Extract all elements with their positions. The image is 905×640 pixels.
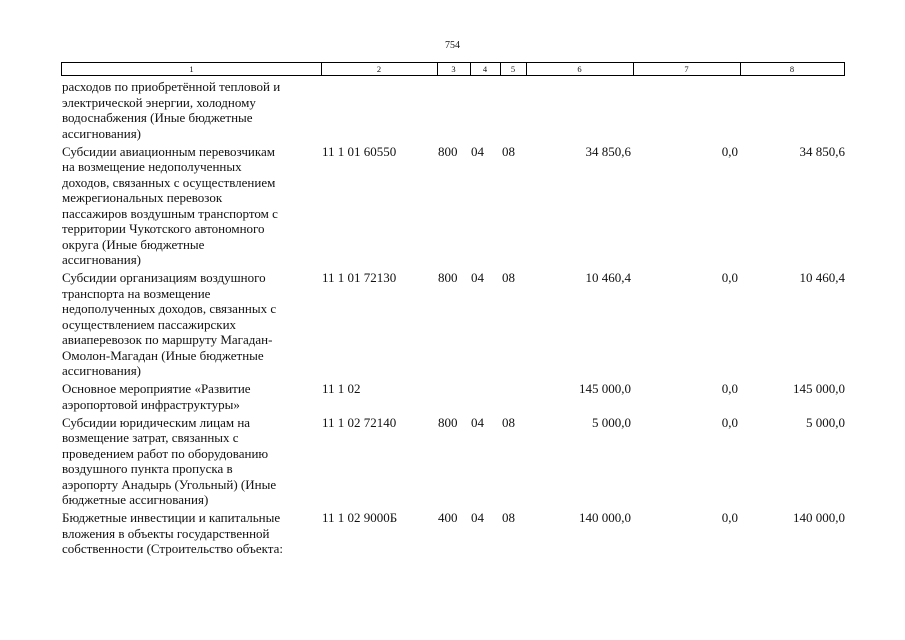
row-description [62,270,320,379]
row-value-col8: 5 000,0 [806,414,845,430]
page-number: 754 [445,40,460,51]
description-line: Основное мероприятие «Развитие [62,381,251,396]
description-line: межрегиональных перевозок [62,190,223,205]
row-col4: 04 [471,270,484,285]
row-description [62,510,320,557]
row-value-col6: 34 850,6 [585,143,631,159]
description-line: округа (Иные бюджетные [62,236,205,252]
row-description [62,381,320,412]
header-col-1: 1 [62,63,322,75]
row-value-col6: 10 460,4 [585,270,631,285]
header-col-5: 5 [500,63,527,75]
description-line: Бюджетные инвестиции и капитальные [62,510,281,525]
row-col3: 800 [438,270,458,285]
description-line: территории Чукотского автономного [62,221,265,236]
description-line: воздушного пункта пропуска в [62,461,233,476]
description-line: доходов, связанных с осуществлением [62,174,276,190]
row-value-col7: 0,0 [721,143,738,159]
row-col4: 04 [471,510,484,525]
description-line: аэропортовой инфраструктуры» [62,396,240,412]
row-value-col8: 10 460,4 [799,270,845,285]
row-code: 11 1 02 9000Б [322,510,398,525]
row-description [62,79,320,141]
header-col-4: 4 [470,63,501,75]
row-col4: 04 [471,143,484,159]
row-col5: 08 [502,510,515,525]
row-col5: 08 [502,270,515,285]
header-col-3: 3 [437,63,471,75]
description-line: ассигнования) [62,363,142,378]
header-col-6: 6 [526,63,634,75]
row-col5: 08 [502,414,515,430]
header-col-8: 8 [789,64,795,74]
row-col3: 400 [438,510,458,525]
description-line: ассигнования) [62,125,142,141]
description-line: собственности (Строительство объекта: [62,541,283,556]
description-line: аэропорту Анадырь (Угольный) (Иные [62,476,277,492]
row-value-col7: 0,0 [721,510,738,525]
description-line: водоснабжения (Иные бюджетные [62,110,253,125]
row-code: 11 1 01 72130 [322,270,397,285]
row-code: 11 1 02 [322,381,361,396]
row-col3: 800 [438,143,458,159]
description-line: проведением работ по оборудованию [62,445,269,461]
row-value-col7: 0,0 [721,381,738,396]
row-value-col6: 5 000,0 [592,414,631,430]
description-line: вложения в объекты государственной [62,525,270,541]
description-line: на возмещение недополученных [62,159,242,174]
row-value-col8: 145 000,0 [793,381,845,396]
description-line: транспорта на возмещение [62,285,211,301]
description-line: Субсидии авиационным перевозчикам [62,143,276,159]
row-value-col8: 34 850,6 [799,143,845,159]
description-line: авиаперевозок по маршруту Магадан- [62,332,273,347]
row-col4: 04 [471,414,484,430]
row-description [62,144,320,268]
row-value-col8: 140 000,0 [793,510,845,525]
description-line: Субсидии организациям воздушного [62,270,266,285]
description-line: возмещение затрат, связанных с [62,430,239,445]
description-line: расходов по приобретённой тепловой и [62,79,281,94]
description-line: бюджетные ассигнования) [62,492,209,507]
description-line: пассажиров воздушным транспортом с [62,205,278,221]
row-code: 11 1 01 60550 [322,143,397,159]
column-number-header [61,62,845,76]
row-code: 11 1 02 72140 [322,414,397,430]
row-value-col7: 0,0 [721,270,738,285]
row-col5: 08 [502,143,515,159]
description-line: Омолон-Магадан (Иные бюджетные [62,347,264,363]
description-line: недополученных доходов, связанных с [62,301,277,316]
description-line: осуществлением пассажирских [62,316,237,332]
row-col3: 800 [438,414,458,430]
row-value-col6: 140 000,0 [579,510,631,525]
row-value-col6: 145 000,0 [579,381,631,396]
row-description [62,415,320,508]
row-value-col7: 0,0 [721,414,738,430]
description-line: электрической энергии, холодному [62,94,256,110]
header-col-2: 2 [321,63,438,75]
header-col-7: 7 [633,63,741,75]
description-line: Субсидии юридическим лицам на [62,414,251,430]
description-line: ассигнования) [62,252,142,267]
